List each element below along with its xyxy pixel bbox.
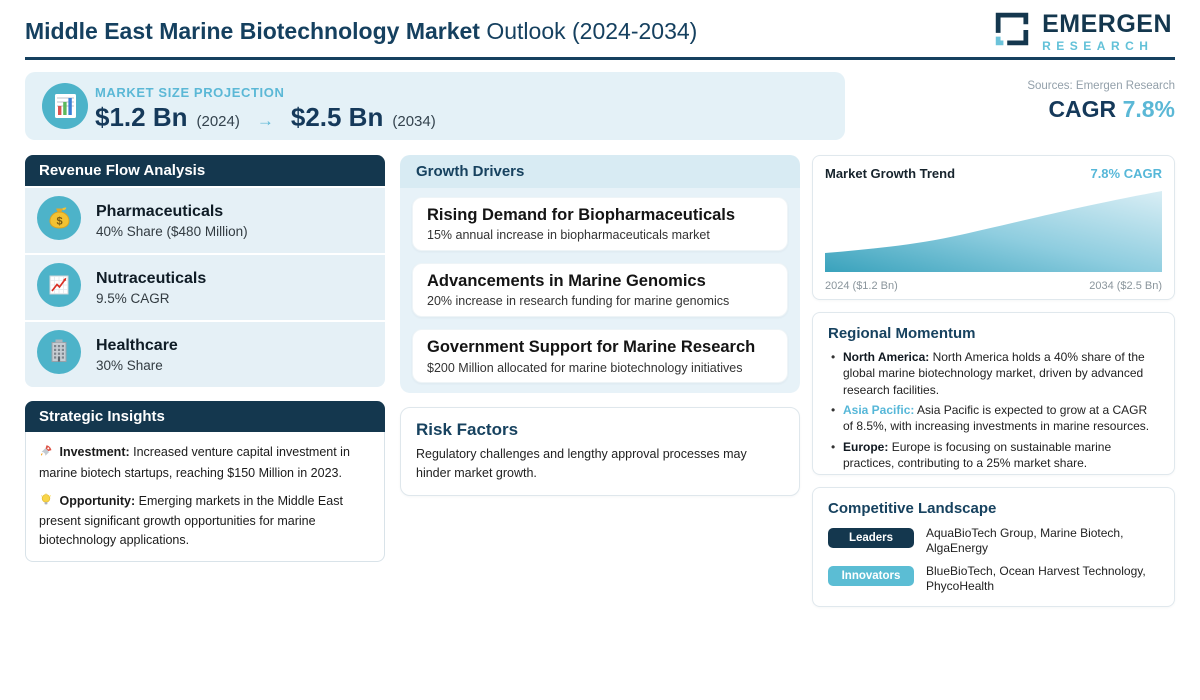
region-name: Asia Pacific: bbox=[843, 402, 915, 417]
end-value: $2.5 Bn bbox=[290, 102, 384, 132]
revenue-flow-panel bbox=[25, 155, 385, 387]
driver-detail: 15% annual increase in biopharmaceuticals market bbox=[427, 228, 710, 243]
right-column bbox=[812, 155, 1175, 607]
header-divider bbox=[25, 57, 1175, 60]
middle-column bbox=[400, 155, 800, 496]
page-title bbox=[25, 18, 697, 45]
growth-driver-card bbox=[412, 263, 788, 317]
driver-title: Government Support for Marine Research bbox=[427, 338, 756, 357]
competitive-landscape-card bbox=[812, 487, 1175, 607]
regional-momentum-card bbox=[812, 312, 1175, 475]
region-text: Europe is focusing on sustainable marine practices, contributing to a 25% market share. bbox=[843, 439, 1112, 470]
cagr-value: 7.8% bbox=[1122, 96, 1175, 122]
growth-drivers-panel bbox=[400, 155, 800, 393]
page-title-bold: Middle East Marine Biotechnology Market bbox=[25, 18, 480, 44]
trend-cagr-badge: 7.8% CAGR bbox=[1090, 166, 1162, 181]
region-item bbox=[828, 402, 1159, 435]
trend-end-label: 2034 ($2.5 Bn) bbox=[1089, 280, 1162, 292]
emergen-logo-wordmark bbox=[1042, 9, 1172, 53]
insight-text: Emerging markets in the Middle East present significant growth opportunities for marine biotechnology applications. bbox=[39, 493, 343, 547]
page-title-regular: Outlook (2024-2034) bbox=[486, 18, 698, 44]
end-year: (2034) bbox=[392, 113, 436, 130]
market-size-banner bbox=[25, 72, 845, 140]
trend-title: Market Growth Trend bbox=[825, 166, 956, 181]
market-size-label: MARKET SIZE PROJECTION bbox=[95, 85, 285, 100]
trend-start-label: 2024 ($1.2 Bn) bbox=[825, 280, 898, 292]
region-item bbox=[828, 439, 1159, 472]
list-item bbox=[25, 255, 385, 320]
revenue-item-name: Healthcare bbox=[96, 337, 178, 354]
insight-label: Opportunity: bbox=[59, 493, 136, 508]
driver-detail: $200 Million allocated for marine biotechnology initiatives bbox=[427, 360, 743, 375]
leaders-companies: AquaBioTech Group, Marine Biotech, AlgaEnergy bbox=[926, 526, 1124, 555]
left-column bbox=[25, 155, 385, 562]
driver-title: Rising Demand for Biopharmaceuticals bbox=[427, 206, 736, 224]
risk-factors-card bbox=[400, 407, 800, 496]
region-text: North America holds a 40% share of the global marine biotechnology market, driven by advanced research facilities. bbox=[843, 350, 1145, 397]
driver-detail: 20% increase in research funding for marine genomics bbox=[427, 294, 730, 309]
revenue-item-name: Nutraceuticals bbox=[96, 270, 207, 287]
competitor-group bbox=[828, 564, 1159, 593]
list-item bbox=[25, 322, 385, 387]
growth-driver-card bbox=[412, 329, 788, 383]
region-name: Europe: bbox=[843, 439, 889, 454]
start-value: $1.2 Bn bbox=[95, 102, 188, 132]
strategic-insights-header: Strategic Insights bbox=[25, 401, 385, 432]
innovators-companies: BlueBioTech, Ocean Harvest Technology, PhycoHealth bbox=[926, 564, 1146, 593]
insight-label: Investment: bbox=[59, 445, 130, 459]
logo-text-emergen: EMERGEN bbox=[1042, 9, 1172, 38]
start-year: (2024) bbox=[196, 113, 240, 130]
chart-up-icon bbox=[37, 263, 81, 312]
insight-item bbox=[39, 492, 371, 550]
sources-note: Sources: Emergen Research bbox=[1027, 80, 1175, 92]
region-text: Asia Pacific is expected to grow at a CAGR of 8.5%, with increasing investments in marine resources. bbox=[843, 402, 1150, 434]
strategic-insights-panel bbox=[25, 401, 385, 562]
region-item bbox=[828, 349, 1159, 398]
growth-drivers-header: Growth Drivers bbox=[400, 155, 800, 188]
money-bag-icon bbox=[37, 196, 81, 245]
market-size-values bbox=[95, 102, 436, 133]
innovators-badge: Innovators bbox=[828, 566, 914, 586]
competitive-landscape-title: Competitive Landscape bbox=[828, 500, 997, 517]
insight-text: Increased venture capital investment in marine biotech startups, reaching $150 Million in 2023. bbox=[39, 445, 350, 480]
revenue-item-name: Pharmaceuticals bbox=[96, 203, 224, 220]
driver-title: Advancements in Marine Genomics bbox=[427, 272, 706, 291]
regional-momentum-title: Regional Momentum bbox=[828, 325, 976, 342]
revenue-item-detail: 40% Share ($480 Million) bbox=[96, 224, 248, 239]
risk-factors-text: Regulatory challenges and lengthy approval processes may hinder market growth. bbox=[416, 447, 747, 481]
growth-driver-card bbox=[412, 197, 788, 251]
list-item bbox=[25, 188, 385, 253]
emergen-logo-icon bbox=[991, 8, 1033, 55]
rocket-icon bbox=[39, 444, 53, 464]
competitor-group bbox=[828, 526, 1159, 555]
emergen-logo bbox=[991, 8, 1172, 55]
insight-item bbox=[39, 443, 371, 483]
revenue-item-detail: 9.5% CAGR bbox=[96, 291, 170, 306]
market-growth-trend-card bbox=[812, 155, 1175, 300]
leaders-badge: Leaders bbox=[828, 528, 914, 548]
cagr-label: CAGR bbox=[1048, 96, 1117, 122]
risk-factors-title: Risk Factors bbox=[416, 420, 519, 440]
bulb-icon bbox=[39, 493, 53, 513]
svg-text:$: $ bbox=[56, 215, 63, 228]
building-icon bbox=[37, 330, 81, 379]
revenue-item-detail: 30% Share bbox=[96, 358, 163, 373]
cagr-block bbox=[1027, 80, 1175, 123]
bar-chart-icon bbox=[42, 83, 88, 134]
region-name: North America: bbox=[843, 350, 930, 364]
area-chart bbox=[825, 187, 1162, 277]
arrow-right-icon: → bbox=[256, 111, 274, 130]
revenue-flow-header: Revenue Flow Analysis bbox=[25, 155, 385, 186]
logo-text-research: RESEARCH bbox=[1042, 38, 1154, 53]
